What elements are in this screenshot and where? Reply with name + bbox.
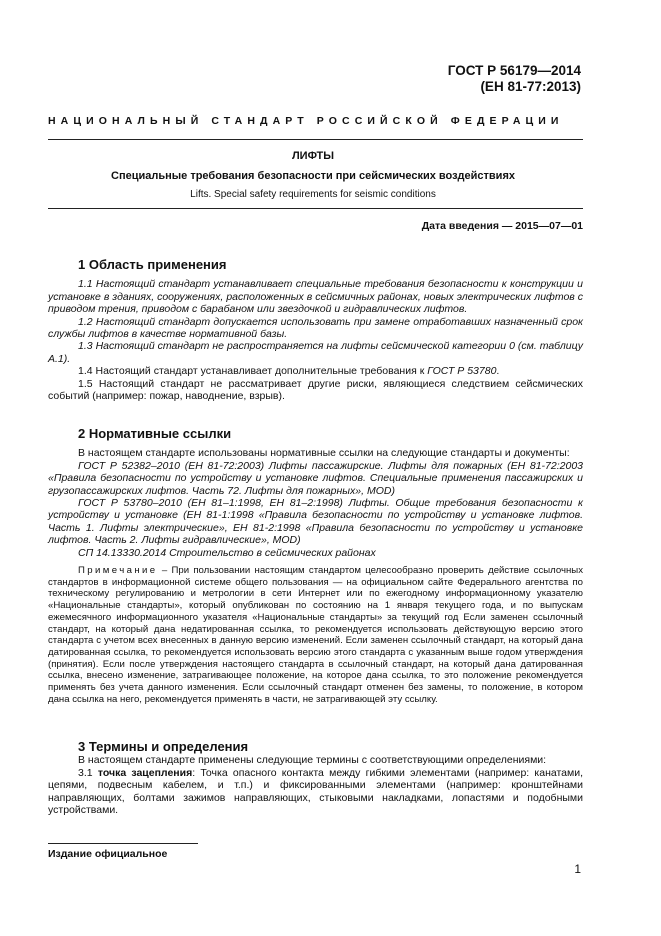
paragraph-1-2: 1.2 Настоящий стандарт допускается использовать при замене отработавших назначенный срок службы лифтов в качестве нормативной базы. bbox=[48, 315, 583, 341]
doc-title: ЛИФТЫ bbox=[291, 150, 335, 162]
note bbox=[48, 565, 583, 705]
note-text: – При пользовании настоящим стандартом целесообразно проверить действие ссылочных стандартов в информационной системе общего пользования — на официальном сайте Федерального агентства по техническому регулированию и метрологии в сети Интернет или по ежегодному информационному указателю «Национальные стандарты», который опубликован по состоянию на 1 января текущего года, и по выпускам ежемесячного информационного указателя «Национальные стандарты» за текущий год Если заменен ссылочный стандарт, на который дана недатированная ссылка, то рекомендуется использовать действующую версию этого стандарта с учетом всех внесенных в данную версию изменений. Если заменен ссылочный стандарт, на который дана датированная ссылка, то рекомендуется использовать версию этого стандарта с указанным выше годом утверждения (принятия). Если после утверждения настоящего стандарта в ссылочный стандарт, на который дана датированная ссылка, внесено изменение, затрагивающее положение, на которое дана ссылка, то это положение рекомендуется применять без учета данного изменения. Если ссылочный стандарт отменен без замены, то положение, в котором дана ссылка на него, рекомендуется применять в части, не затрагивающей эту ссылку. bbox=[48, 565, 583, 705]
divider bbox=[48, 208, 583, 209]
definition-3-1 bbox=[48, 767, 583, 817]
standard-code-en: (ЕН 81-77:2013) bbox=[480, 79, 581, 94]
section-heading: 1 Область применения bbox=[78, 257, 227, 272]
national-standard-banner: НАЦИОНАЛЬНЫЙ СТАНДАРТ РОССИЙСКОЙ ФЕДЕРАЦИИ bbox=[48, 115, 564, 127]
note-label: Примечание bbox=[78, 565, 158, 577]
paragraph-1-5: 1.5 Настоящий стандарт не рассматривает другие риски, являющиеся следствием сейсмических событий (например: пожар, наводнение, взрыв). bbox=[48, 377, 583, 403]
definition-text: : Точка опасного контакта между гибкими элементами (например: канатами, цепями, подвесным кабелем, и т.п.) и фиксированными элементами (например: кронштейнами направляющих, болтами зажимов направляющих, стыковыми накладками, лопастями и подобными устройствами. bbox=[48, 766, 584, 817]
section-3 bbox=[48, 741, 583, 816]
normative-reference-2: ГОСТ Р 53780–2010 (ЕН 81–1:1998, ЕН 81–2:1998) Лифты. Общие требования безопасности к устройству и установке (ЕН 81-1:1998 «Правила безопасности по устройству и установке лифтов. Часть 1. Лифты электрические», ЕН 81-2:1998 «Правила безопасности по устройству и установке лифтов. Часть 2. Лифты гидравлические», MOD) bbox=[48, 497, 583, 547]
paragraph-1-3: 1.3 Настоящий стандарт не распространяется на лифты сейсмической категории 0 (см. таблицу А.1). bbox=[48, 340, 583, 365]
page-number: 1 bbox=[574, 862, 581, 876]
official-edition-label: Издание официальное bbox=[48, 848, 168, 860]
paragraph-1-4 bbox=[48, 365, 583, 377]
doc-title-english: Lifts. Special safety requirements for seismic conditions bbox=[190, 189, 436, 200]
section-2 bbox=[48, 428, 583, 706]
section-heading: 3 Термины и определения bbox=[78, 739, 249, 754]
introduction-date: Дата введения — 2015—07—01 bbox=[421, 220, 583, 232]
section-2-intro: В настоящем стандарте использованы нормативные ссылки на следующие стандарты и документы: bbox=[78, 447, 570, 460]
doc-subtitle: Специальные требования безопасности при сейсмических воздействиях bbox=[111, 170, 515, 182]
section-1 bbox=[48, 259, 583, 402]
paragraph-text: . bbox=[496, 365, 500, 378]
section-heading: 2 Нормативные ссылки bbox=[78, 426, 232, 441]
normative-reference-1: ГОСТ Р 52382–2010 (ЕН 81-72:2003) Лифты пассажирские. Лифты для пожарных (ЕН 81-72:2003 «Правила безопасности по устройству и установке лифтов. Специальные применения пассажирских и грузопассажирских лифтов. Часть 72. Лифты для пожарных», MOD) bbox=[48, 459, 583, 497]
paragraph-1-1: 1.1 Настоящий стандарт устанавливает специальные требования безопасности к конструкции и установке в зданиях, сооружениях, расположенных в сейсмичных районах, новых электрических лифтов с приводом трения, приводом с барабаном или звездочкой и гидравлических лифтов. bbox=[48, 278, 583, 316]
paragraph-text: 1.4 Настоящий стандарт устанавливает дополнительные требования к bbox=[78, 365, 428, 378]
footnote-rule bbox=[48, 843, 198, 844]
section-3-intro: В настоящем стандарте применены следующие термины с соответствующими определениями: bbox=[78, 754, 547, 767]
standard-code: ГОСТ Р 56179—2014 bbox=[447, 63, 581, 78]
divider bbox=[48, 139, 583, 140]
definition-number: 3.1 bbox=[78, 766, 98, 779]
definition-term: точка зацепления bbox=[97, 766, 193, 779]
reference-link: ГОСТ Р 53780 bbox=[427, 365, 497, 378]
normative-reference-3: СП 14.13330.2014 Строительство в сейсмических районах bbox=[78, 546, 376, 559]
